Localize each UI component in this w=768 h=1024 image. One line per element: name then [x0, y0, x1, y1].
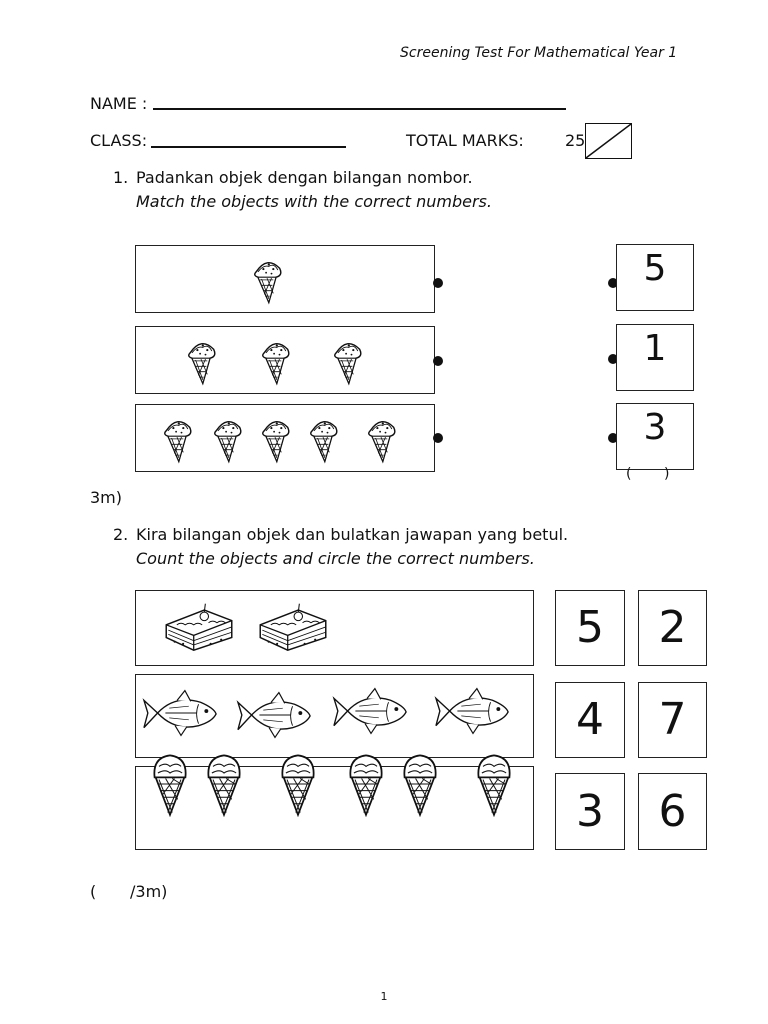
name-field[interactable]: [153, 108, 566, 110]
ice-cream-cone-icon: [156, 411, 198, 465]
q2-row-1-option-b[interactable]: 2: [638, 590, 707, 666]
ice-cream-cone-icon: [254, 333, 296, 387]
q2-subtitle: Count the objects and circle the correct numbers.: [136, 549, 535, 568]
ice-cream-cone-icon: [472, 751, 516, 817]
cake-slice-icon: [162, 601, 236, 655]
q1-left-dot-2[interactable]: [433, 356, 443, 366]
class-field[interactable]: [151, 146, 346, 148]
q1-row-2-panel: [135, 326, 435, 394]
ice-cream-cone-icon: [398, 751, 442, 817]
total-marks-value: 25: [565, 131, 586, 150]
ice-cream-cone-icon: [326, 333, 368, 387]
q2-row-3-option-a[interactable]: 3: [555, 773, 625, 850]
q2-row-1-option-a[interactable]: 5: [555, 590, 625, 666]
page-number: 1: [380, 990, 388, 1003]
q1-number-box-1[interactable]: 5: [616, 244, 694, 311]
name-label: NAME :: [90, 94, 148, 113]
ice-cream-cone-icon: [254, 411, 296, 465]
q2-title: Kira bilangan objek dan bulatkan jawapan yang betul.: [136, 525, 569, 544]
q1-title: Padankan objek dengan bilangan nombor.: [136, 168, 473, 187]
q2-number: 2.: [113, 525, 129, 544]
ice-cream-cone-icon: [246, 252, 288, 306]
q2-row-3-option-b[interactable]: 6: [638, 773, 707, 850]
q2-score-paren-open: (: [90, 882, 97, 901]
q2-row-1-panel: [135, 590, 534, 666]
q1-row-3-panel: [135, 404, 435, 472]
marks-score-box[interactable]: [585, 123, 632, 159]
ice-cream-cone-icon: [360, 411, 402, 465]
ice-cream-cone-icon: [302, 411, 344, 465]
q2-row-2-option-b[interactable]: 7: [638, 682, 707, 758]
q2-score-label: /3m): [130, 882, 168, 901]
total-marks-label: TOTAL MARKS:: [406, 131, 524, 150]
ice-cream-cone-icon: [202, 751, 246, 817]
q1-score-paren-close: ): [664, 466, 670, 482]
fish-icon: [142, 687, 220, 739]
q2-row-2-option-a[interactable]: 4: [555, 682, 625, 758]
q1-row-1-panel: [135, 245, 435, 313]
q1-score-paren-open: (: [626, 466, 632, 482]
q1-number: 1.: [113, 168, 129, 187]
q2-row-3-panel: [135, 766, 534, 850]
fish-icon: [236, 689, 314, 741]
ice-cream-cone-icon: [148, 751, 192, 817]
ice-cream-cone-icon: [180, 333, 222, 387]
page-header-note: Screening Test For Mathematical Year 1: [400, 45, 678, 61]
q1-subtitle: Match the objects with the correct numbers.: [136, 192, 492, 211]
ice-cream-cone-icon: [276, 751, 320, 817]
fish-icon: [434, 685, 512, 737]
q1-left-dot-1[interactable]: [433, 278, 443, 288]
ice-cream-cone-icon: [344, 751, 388, 817]
q1-number-box-2[interactable]: 1: [616, 324, 694, 391]
cake-slice-icon: [256, 601, 330, 655]
q2-row-2-panel: [135, 674, 534, 758]
q1-number-box-3[interactable]: 3: [616, 403, 694, 470]
ice-cream-cone-icon: [206, 411, 248, 465]
q1-left-dot-3[interactable]: [433, 433, 443, 443]
fish-icon: [332, 685, 410, 737]
class-label: CLASS:: [90, 131, 148, 150]
q1-score-label: 3m): [90, 488, 123, 507]
diagonal-slash-icon: [586, 124, 631, 158]
